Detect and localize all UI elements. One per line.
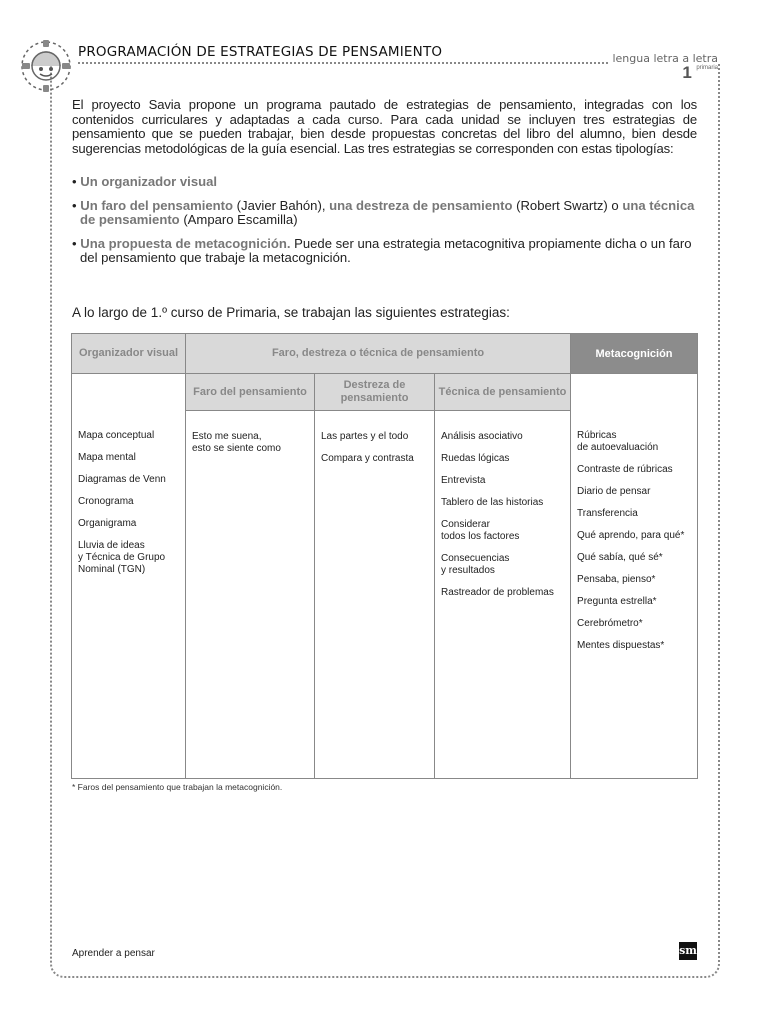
- intro-paragraph: El proyecto Savia propone un programa pautado de estrategias de pensamiento, integradas con los contenidos curriculares y adaptadas a cada curso. Para cada unidad se incluyen tres estrategias de pensamiento que se pueden trabajar, bien desde propuestas concretas del libro del alumno, bien desde sugerencias metodológicas de la guía esencial. Las tres estrategias se corresponden con estas tipologías:: [72, 97, 697, 156]
- bullet-highlight: una técnica de pensamiento: [80, 197, 695, 228]
- table-cell-item: Contraste de rúbricas: [577, 464, 673, 475]
- strategies-table: [71, 333, 698, 779]
- brand-name: lengua letra a letra: [612, 52, 718, 65]
- footer-section-title: Aprender a pensar: [72, 948, 155, 959]
- publisher-logo: sm: [679, 942, 697, 960]
- bullet-text: (Robert Swartz) o: [512, 197, 623, 213]
- table-cell-item: Mentes dispuestas*: [577, 640, 665, 651]
- table-cell-item: Diario de pensar: [577, 486, 651, 497]
- brand-level: primaria: [696, 65, 718, 71]
- subheader-destreza: Destreza de pensamiento: [315, 374, 435, 411]
- table-cell-item: Cerebrómetro*: [577, 618, 643, 629]
- column-metacognicion: [571, 374, 698, 779]
- subheader-tecnica: Técnica de pensamiento: [435, 374, 571, 411]
- organizador-list: [78, 430, 179, 576]
- table-cell-item: Transferencia: [577, 508, 638, 519]
- column-destreza: [315, 411, 435, 779]
- bullet-faro-destreza-tecnica: • Un faro del pensamiento (Javier Bahón), una destreza de pensamiento (Robert Swartz) o una técnica de pensamiento (Amparo Escamilla): [72, 197, 695, 228]
- thinking-head-logo-icon: [18, 38, 74, 94]
- table-cell-item: Mapa mental: [78, 452, 136, 463]
- destreza-list: [321, 431, 428, 465]
- column-organizador: [72, 374, 186, 779]
- header-divider: [78, 62, 608, 64]
- table-cell-item: Las partes y el todo: [321, 431, 409, 442]
- book-brand: [612, 52, 718, 83]
- table-cell-item: Mapa conceptual: [78, 430, 155, 441]
- table-cell-item: Diagramas de Venn: [78, 474, 166, 485]
- bullet-text: (Amparo Escamilla): [179, 212, 298, 228]
- table-cell-item: Considerar todos los factores: [441, 519, 520, 542]
- table-cell-item: Lluvia de ideas y Técnica de Grupo Nominal (TGN): [78, 540, 166, 575]
- metacognicion-list: [577, 430, 691, 652]
- subheader-faro: Faro del pensamiento: [186, 374, 315, 411]
- header-organizador: Organizador visual: [72, 334, 186, 374]
- table-cell-item: Entrevista: [441, 475, 486, 486]
- header-faro-group: Faro, destreza o técnica de pensamiento: [186, 334, 571, 374]
- table-cell-item: Ruedas lógicas: [441, 453, 510, 464]
- table-cell-item: Cronograma: [78, 496, 134, 507]
- table-intro: A lo largo de 1.º curso de Primaria, se trabajan las siguientes estrategias:: [72, 305, 510, 320]
- table-cell-item: Pregunta estrella*: [577, 596, 657, 607]
- header-metacognicion: Metacognición: [571, 334, 698, 374]
- bullet-organizador: • Un organizador visual: [72, 174, 218, 189]
- bullet-highlight: Un organizador visual: [80, 174, 218, 189]
- tecnica-list: [441, 431, 564, 599]
- table-cell-item: Compara y contrasta: [321, 453, 414, 464]
- bullet-text: (Javier Bahón),: [233, 197, 330, 213]
- bullet-highlight: Una propuesta de metacognición.: [80, 235, 291, 251]
- table-cell-item: Pensaba, pienso*: [577, 574, 656, 585]
- table-cell-item: Esto me suena, esto se siente como: [192, 431, 281, 454]
- faro-list: [192, 431, 308, 455]
- table-cell-item: Consecuencias y resultados: [441, 553, 510, 576]
- strategy-types-list: [72, 175, 697, 275]
- table-cell-item: Rúbricas de autoevaluación: [577, 430, 659, 453]
- column-faro: [186, 411, 315, 779]
- column-tecnica: [435, 411, 571, 779]
- page-title: PROGRAMACIÓN DE ESTRATEGIAS DE PENSAMIENTO: [78, 44, 443, 60]
- bullet-highlight: una destreza de pensamiento: [329, 197, 513, 213]
- footnote: * Faros del pensamiento que trabajan la metacognición.: [72, 782, 283, 792]
- table-cell-item: Qué aprendo, para qué*: [577, 530, 685, 541]
- table-cell-item: Organigrama: [78, 518, 137, 529]
- table-cell-item: Qué sabía, qué sé*: [577, 552, 663, 563]
- bullet-text: Puede ser una estrategia metacognitiva propiamente dicha o un faro del pensamiento que trabaje la metacognición.: [80, 235, 692, 266]
- table-cell-item: Rastreador de problemas: [441, 587, 554, 598]
- table-cell-item: Análisis asociativo: [441, 431, 523, 442]
- bullet-metacognicion: • Una propuesta de metacognición. Puede ser una estrategia metacognitiva propiamente dicha o un faro del pensamiento que trabaje la metacognición.: [72, 235, 692, 266]
- brand-grade: 1: [682, 63, 692, 82]
- bullet-highlight: Un faro del pensamiento: [80, 197, 234, 213]
- table-cell-item: Tablero de las historias: [441, 497, 544, 508]
